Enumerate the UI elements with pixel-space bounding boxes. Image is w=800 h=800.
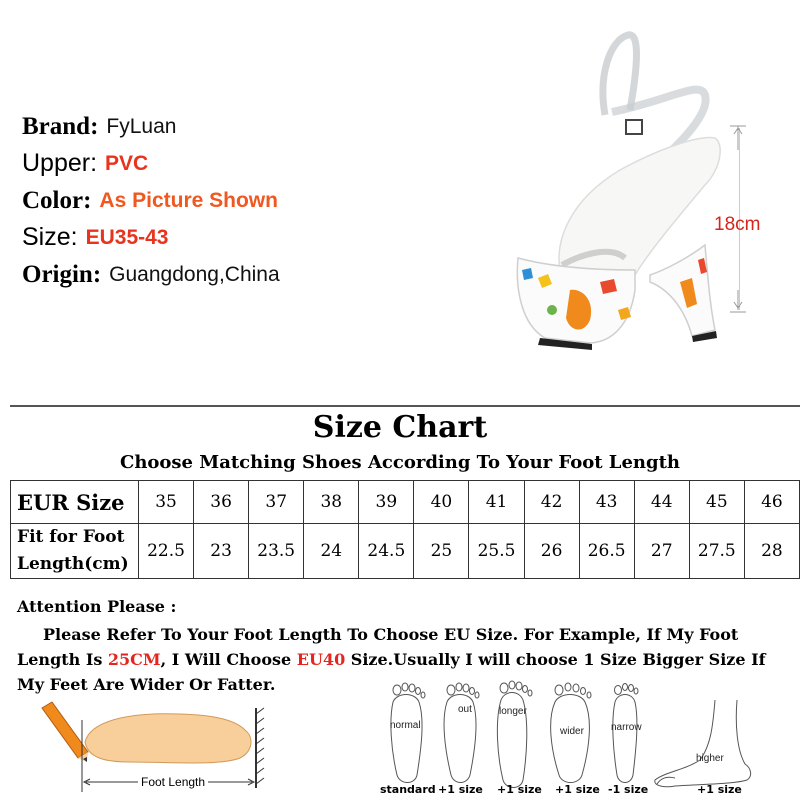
foot-length-cell: 24 — [304, 524, 359, 579]
table-row-eur-size — [11, 481, 800, 524]
spec-upper-label: Upper: — [22, 149, 98, 177]
foot-length-header-line2: Length(cm) — [17, 554, 129, 574]
foot-length-cell: 23 — [194, 524, 249, 579]
foot-length-cell: 25.5 — [469, 524, 524, 579]
size-chart-title: Size Chart — [312, 410, 488, 445]
advice-higher: +1 size — [697, 783, 742, 796]
spec-brand-label: Brand: — [22, 112, 99, 140]
narrow-label: narrow — [611, 722, 642, 733]
eur-size-cell: 36 — [194, 481, 249, 524]
advice-longer: +1 size — [497, 783, 542, 796]
normal-foot-icon — [391, 683, 425, 783]
spec-origin-value: Guangdong,China — [109, 262, 280, 286]
eur-size-cell: 41 — [469, 481, 524, 524]
eur-size-cell: 44 — [634, 481, 689, 524]
foot-types-illustration — [375, 680, 800, 800]
spec-brand — [22, 108, 280, 145]
eur-size-header: EUR Size — [11, 481, 139, 524]
foot-length-header — [11, 524, 139, 579]
eur-size-cell: 45 — [689, 481, 744, 524]
spec-upper — [22, 145, 280, 182]
spec-origin-label: Origin: — [22, 260, 102, 288]
advice-normal: standard — [380, 783, 436, 796]
table-row-foot-length — [11, 524, 800, 579]
spec-size-value: EU35-43 — [85, 225, 169, 249]
eur-size-cell: 37 — [249, 481, 304, 524]
longer-foot-icon — [497, 681, 532, 788]
foot-length-cell: 28 — [744, 524, 799, 579]
attention-highlight-length: 25CM — [107, 650, 161, 669]
narrow-foot-icon — [613, 684, 638, 783]
attention-text-part1: Please Refer To Your Foot Length To Choose EU Size. For Example, If My Foot Length Is — [17, 625, 739, 669]
higher-foot-icon — [655, 700, 751, 787]
foot-length-label: Foot Length — [138, 775, 208, 789]
spec-color — [22, 182, 280, 219]
spec-color-value: As Picture Shown — [99, 188, 278, 212]
foot-length-cell: 26 — [524, 524, 579, 579]
foot-length-cell: 25 — [414, 524, 469, 579]
chart-divider — [10, 405, 800, 407]
sandal-product-image — [500, 20, 740, 350]
attention-text-part2: , I Will Choose — [160, 650, 297, 669]
normal-label: normal — [390, 720, 421, 731]
advice-wider: +1 size — [555, 783, 600, 796]
heel-height-label: 18cm — [714, 214, 761, 235]
spec-color-label: Color: — [22, 186, 92, 214]
eur-size-cell: 46 — [744, 481, 799, 524]
foot-length-cell: 22.5 — [139, 524, 194, 579]
spec-size-label: Size: — [22, 223, 78, 251]
advice-narrow: -1 size — [608, 783, 649, 796]
foot-length-cell: 23.5 — [249, 524, 304, 579]
eur-size-cell: 39 — [359, 481, 414, 524]
spec-origin — [22, 256, 280, 293]
foot-length-cell: 24.5 — [359, 524, 414, 579]
higher-label: higher — [696, 753, 724, 764]
advice-out: +1 size — [438, 783, 483, 796]
attention-title: Attention Please : — [17, 597, 177, 616]
foot-length-cell: 26.5 — [579, 524, 634, 579]
attention-highlight-size: EU40 — [296, 650, 346, 669]
eur-size-cell: 43 — [579, 481, 634, 524]
wider-label: wider — [560, 726, 584, 737]
spec-brand-value: FyLuan — [106, 114, 177, 138]
eur-size-cell: 35 — [139, 481, 194, 524]
pencil-icon — [42, 702, 88, 762]
size-chart-subtitle: Choose Matching Shoes According To Your Foot Length — [120, 452, 680, 473]
eur-size-cell: 42 — [524, 481, 579, 524]
foot-length-header-line1: Fit for Foot — [17, 527, 125, 547]
foot-length-cell: 27.5 — [689, 524, 744, 579]
buckle-icon — [626, 120, 642, 134]
eur-size-cell: 38 — [304, 481, 359, 524]
size-chart-table — [10, 480, 800, 579]
out-foot-icon — [444, 683, 479, 783]
longer-label: longer — [499, 706, 527, 717]
product-spec-list — [22, 108, 280, 293]
spec-size — [22, 219, 280, 256]
out-label: out — [458, 704, 472, 715]
attention-text-part3: Size.Usually I will choose 1 Size Bigger Size If My Feet Are Wider Or Fatter. — [17, 650, 766, 694]
spec-upper-value: PVC — [105, 151, 149, 175]
eur-size-cell: 40 — [414, 481, 469, 524]
foot-length-cell: 27 — [634, 524, 689, 579]
